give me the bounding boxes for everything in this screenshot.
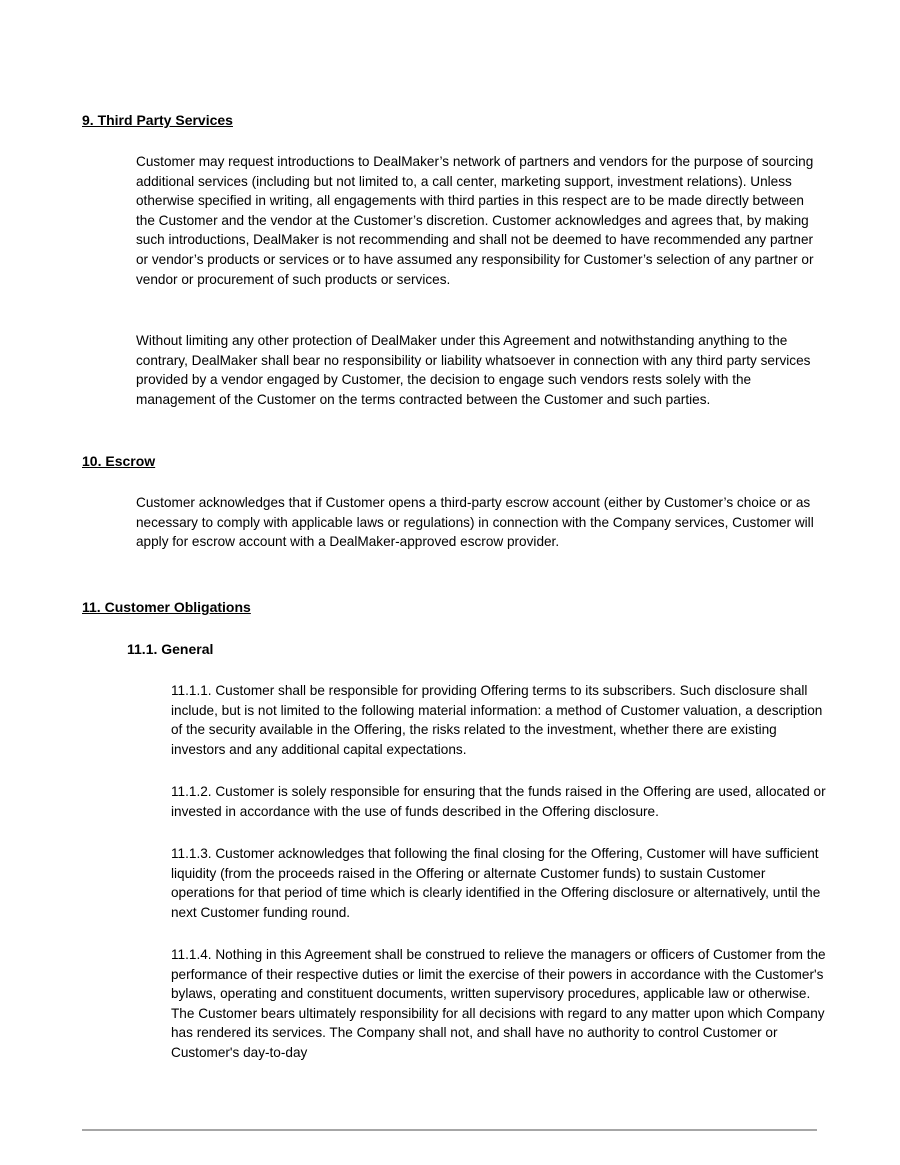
clause-11-1-2: 11.1.2. Customer is solely responsible for ensuring that the funds raised in the Offering are used, allocated or invested in accordance with the use of funds described in the Offering disclosure.: [171, 784, 826, 819]
clause-11-1-4: 11.1.4. Nothing in this Agreement shall be construed to relieve the managers or officers of Customer from the performance of their respective duties or limit the exercise of their powers in accordance with the Customer's bylaws, operating and constituent documents, written supervisory procedures, applicable law or otherwise. The Customer bears ultimately responsibility for all decisions with regard to any matter upon which Company has rendered its services. The Company shall not, and shall have no authority to control Customer or Customer's day-to-day: [171, 947, 826, 1060]
paragraph-third-party-liability: Without limiting any other protection of DealMaker under this Agreement and notwithstanding anything to the contrary, DealMaker shall bear no responsibility or liability whatsoever in connection with any third party services provided by a vendor engaged by Customer, the decision to engage such vendors rests solely with the management of the Customer on the terms contracted between the Customer and such parties.: [136, 333, 811, 407]
clause-11-1-1: 11.1.1. Customer shall be responsible for providing Offering terms to its subscribers. Such disclosure shall include, but is not limited to the following material information: a method of Customer valuation, a description of the security available in the Offering, the risks related to the investment, whether there are existing investors and any additional capital expectations.: [171, 683, 823, 757]
section-heading-escrow: 10. Escrow: [82, 453, 156, 469]
paragraph-third-party-introductions: Customer may request introductions to DealMaker’s network of partners and vendors for the purpose of sourcing additional services (including but not limited to, a call center, marketing support, investment relations). Unless otherwise specified in writing, all engagements with third parties in this respect are to be made directly between the Customer and the vendor at the Customer’s discretion. Customer acknowledges and agrees that, by making such introductions, DealMaker is not recommending and shall not be deemed to have recommended any partner or vendor’s products or services or to have assumed any responsibility for Customer’s selection of any partner or vendor or procurement of such products or services.: [136, 154, 814, 287]
clause-11-1-3: 11.1.3. Customer acknowledges that following the final closing for the Offering, Customer will have sufficient liquidity (from the proceeds raised in the Offering or alternate Customer funds) to sustain Customer operations for that period of time which is clearly identified in the Offering disclosure or alternatively, until the next Customer funding round.: [171, 846, 821, 920]
section-heading-third-party-services: 9. Third Party Services: [82, 112, 233, 128]
section-heading-customer-obligations: 11. Customer Obligations: [82, 599, 251, 615]
footer-divider: [82, 1129, 817, 1131]
subsection-heading-general: 11.1. General: [127, 641, 214, 657]
paragraph-escrow: Customer acknowledges that if Customer opens a third-party escrow account (either by Customer’s choice or as necessary to comply with applicable laws or regulations) in connection with the Company services, Customer will apply for escrow account with a DealMaker-approved escrow provider.: [136, 495, 814, 550]
